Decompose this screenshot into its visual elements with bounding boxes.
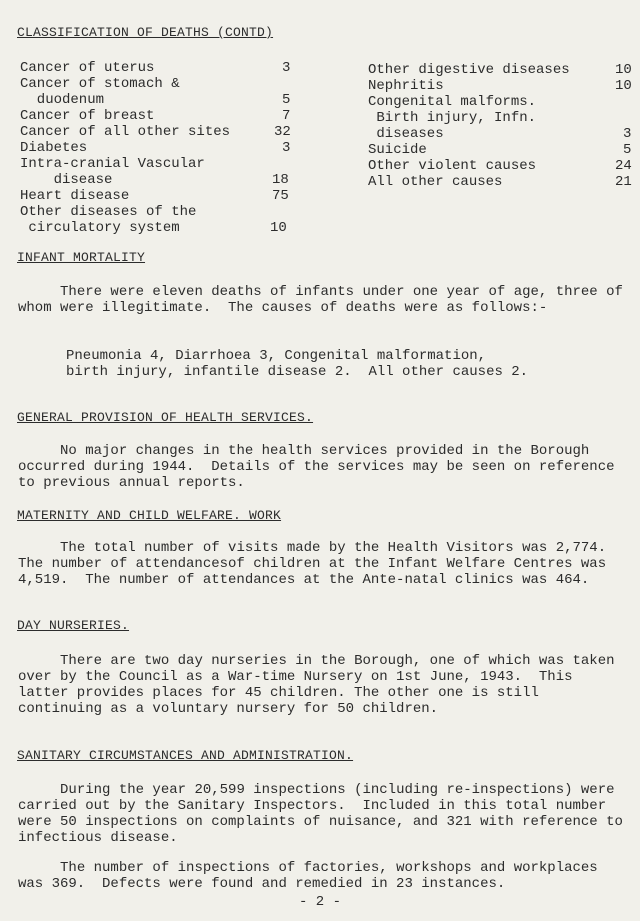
left-row-label: Cancer of stomach & — [20, 76, 180, 92]
left-row-label: Cancer of all other sites — [20, 124, 231, 140]
day-nurseries-paragraph: There are two day nurseries in the Borough, one of which was taken over by the Council as a War-time Nursery on 1st June, 1943. This latter provides places for 45 children. The other one is still continuing as a voluntary nursery for 50 children. — [18, 653, 623, 717]
left-row-value: 5 — [282, 92, 291, 108]
sanitary-paragraph-1: During the year 20,599 inspections (including re-inspections) were carried out by the Sanitary Inspectors. Included in this total number were 50 inspections on complaints of nuisance, and 321 with reference to infectious disease. — [18, 782, 632, 846]
left-row-label: circulatory system — [20, 220, 180, 236]
left-row-value: 3 — [282, 60, 291, 76]
left-row-label: Heart disease — [20, 188, 130, 204]
right-row-value: 21 — [615, 174, 632, 190]
left-row-value: 32 — [274, 124, 291, 140]
classification-heading: CLASSIFICATION OF DEATHS (CONTD) — [17, 25, 274, 40]
maternity-heading: MATERNITY AND CHILD WELFARE. WORK — [17, 508, 282, 523]
right-row-value: 3 — [623, 126, 632, 142]
right-row-label: Nephritis — [368, 78, 444, 94]
maternity-paragraph: The total number of visits made by the Health Visitors was 2,774. The number of attendancesof children at the Infant Welfare Centres was 4,519. The number of attendances at the Ante-natal clinics was 464. — [18, 540, 623, 588]
left-row-label: Cancer of uterus — [20, 60, 155, 76]
infant-mortality-causes: Pneumonia 4, Diarrhoea 3, Congenital malformation, birth injury, infantile disease 2. All other causes 2. — [66, 348, 529, 380]
right-row-value: 24 — [615, 158, 632, 174]
infant-mortality-heading: INFANT MORTALITY — [17, 250, 146, 265]
left-row-label: Cancer of breast — [20, 108, 155, 124]
left-row-value: 75 — [272, 188, 289, 204]
right-row-value: 5 — [623, 142, 632, 158]
infant-mortality-paragraph: There were eleven deaths of infants under one year of age, three of whom were illegitimate. The causes of deaths were as follows:- — [18, 284, 632, 316]
left-row-label: Diabetes — [20, 140, 88, 156]
sanitary-heading: SANITARY CIRCUMSTANCES AND ADMINISTRATION. — [17, 748, 354, 763]
left-row-label: Other diseases of the — [20, 204, 197, 220]
general-provision-paragraph: No major changes in the health services provided in the Borough occurred during 1944. Details of the services may be seen on reference to previous annual reports. — [18, 443, 623, 491]
right-row-label: Other violent causes — [368, 158, 537, 174]
left-row-label: duodenum — [20, 92, 105, 108]
day-nurseries-heading: DAY NURSERIES. — [17, 618, 130, 633]
left-row-value: 18 — [272, 172, 289, 188]
right-row-label: Other digestive diseases — [368, 62, 570, 78]
right-row-value: 10 — [615, 62, 632, 78]
sanitary-paragraph-2: The number of inspections of factories, workshops and workplaces was 369. Defects were found and remedied in 23 instances. — [18, 860, 607, 892]
right-row-label: Suicide — [368, 142, 427, 158]
left-row-label: Intra-cranial Vascular — [20, 156, 205, 172]
right-row-label: All other causes — [368, 174, 503, 190]
left-row-value: 10 — [270, 220, 287, 236]
left-row-value: 3 — [282, 140, 291, 156]
right-row-label: diseases — [368, 126, 444, 142]
page-number: - 2 - — [298, 894, 341, 910]
left-row-label: disease — [20, 172, 113, 188]
right-row-label: Congenital malforms. — [368, 94, 537, 110]
left-row-value: 7 — [282, 108, 291, 124]
right-row-value: 10 — [615, 78, 632, 94]
right-row-label: Birth injury, Infn. — [368, 110, 537, 126]
general-provision-heading: GENERAL PROVISION OF HEALTH SERVICES. — [17, 410, 314, 425]
